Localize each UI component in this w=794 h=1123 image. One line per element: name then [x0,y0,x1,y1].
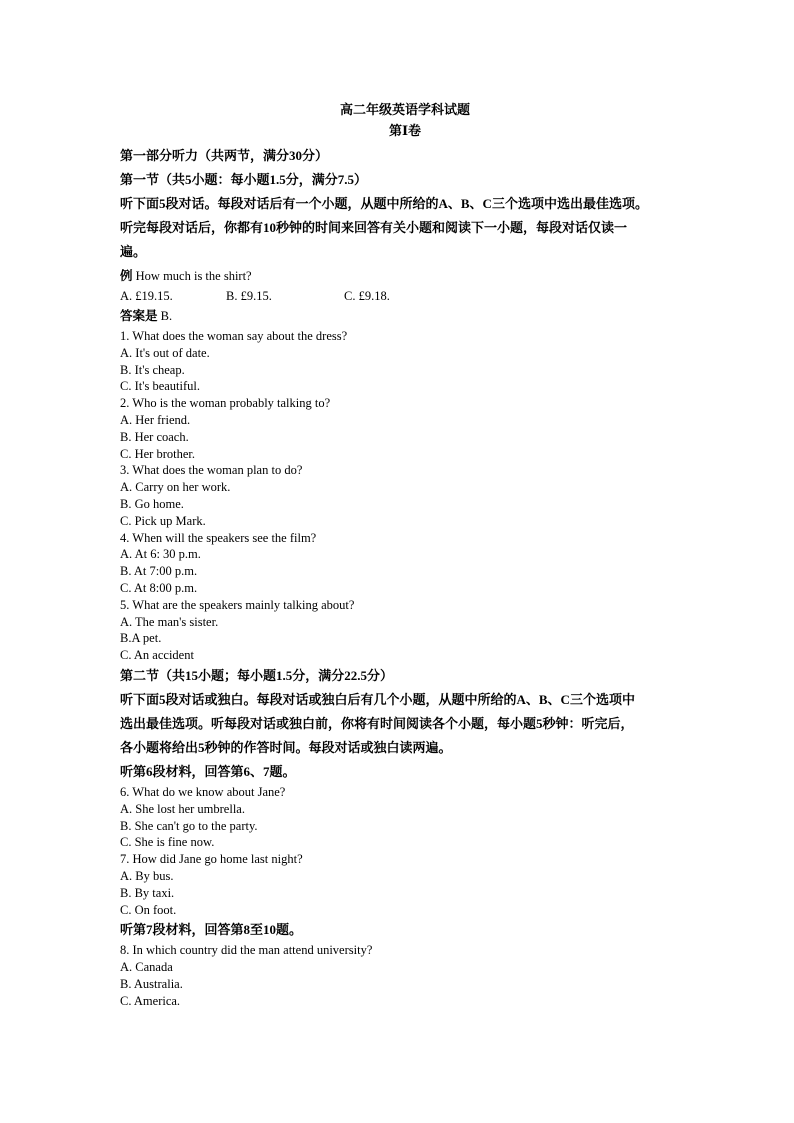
section1-heading: 第一节（共5小题：每小题1.5分，满分7.5） [120,172,368,187]
option-line: C. On foot. [120,902,177,917]
section1-questions [120,328,690,664]
question-line: 7. How did Jane go home last night? [120,852,303,867]
group7-heading: 听第7段材料，回答第8至10题。 [120,922,303,938]
example-label: 例 [120,269,133,283]
option-line: C. At 8:00 p.m. [120,580,198,595]
exam-content [120,100,690,1010]
option-line: C. Her brother. [120,446,195,461]
option-line: C. It's beautiful. [120,379,201,394]
option-line: C. She is fine now. [120,835,215,850]
option-line: B. Her coach. [120,429,189,444]
example-option-b: B. £9.15. [226,289,272,303]
option-line: B. It's cheap. [120,362,185,377]
question-line: 6. What do we know about Jane? [120,784,286,799]
option-line: A. By bus. [120,868,174,883]
example-answer-label: 答案是 [120,309,158,323]
example-option-a: A. £19.15. [120,289,173,303]
group6-heading: 听第6段材料，回答第6、7题。 [120,763,296,779]
option-line: C. An accident [120,648,194,663]
section1-instruction-2: 听完每段对话后，你都有10秒钟的时间来回答有关小题和阅读下一小题，每段对话仅读一 [120,220,628,235]
option-line: B. Australia. [120,976,183,991]
volume-label: 第Ⅰ卷 [388,123,422,138]
part1-heading: 第一部分听力（共两节，满分30分） [120,148,329,163]
question-line: 5. What are the speakers mainly talking about? [120,597,355,612]
question-line: 2. Who is the woman probably talking to? [120,396,331,411]
section2-heading: 第二节（共15小题；每小题1.5分，满分22.5分） [120,667,394,683]
option-line: A. The man's sister. [120,614,219,629]
example-question [120,266,690,286]
section2-instruction-1: 听下面5段对话或独白。每段对话或独白后有几个小题，从题中所给的A、B、C三个选项中 [120,691,635,707]
option-line: A. Carry on her work. [120,480,231,495]
section2-instruction-3: 各小题将给出5秒钟的作答时间。每段对话或独白读两遍。 [120,739,452,755]
question-line: 1. What does the woman say about the dress? [120,329,348,343]
group6-questions [120,784,690,918]
option-line: A. It's out of date. [120,345,210,360]
option-line: B.A pet. [120,631,162,646]
group7-questions [120,942,690,1009]
option-line: A. Canada [120,960,173,975]
option-line: C. Pick up Mark. [120,513,206,528]
section1-instruction-3: 遍。 [120,244,147,259]
example-answer-value: B. [160,309,173,323]
option-line: A. At 6: 30 p.m. [120,547,201,562]
example-options [120,286,690,306]
page-title: 高二年级英语学科试题 [339,102,470,117]
section1-instruction-1: 听下面5段对话。每段对话后有一个小题，从题中所给的A、B、C三个选项中选出最佳选项。 [120,196,648,211]
option-line: B. At 7:00 p.m. [120,564,198,579]
option-line: B. By taxi. [120,885,175,900]
option-line: A. Her friend. [120,412,191,427]
question-line: 3. What does the woman plan to do? [120,463,303,478]
option-line: B. She can't go to the party. [120,818,258,833]
example-answer [120,306,690,326]
question-line: 8. In which country did the man attend university? [120,943,373,958]
option-line: B. Go home. [120,496,184,511]
option-line: C. America. [120,993,181,1008]
example-question-text: How much is the shirt? [135,269,252,283]
example-option-c: C. £9.18. [344,289,390,303]
question-line: 4. When will the speakers see the film? [120,530,317,545]
option-line: A. She lost her umbrella. [120,801,245,816]
section2-instruction-2: 选出最佳选项。听每段对话或独白前，你将有时间阅读各个小题，每小题5秒钟：听完后， [120,715,634,731]
